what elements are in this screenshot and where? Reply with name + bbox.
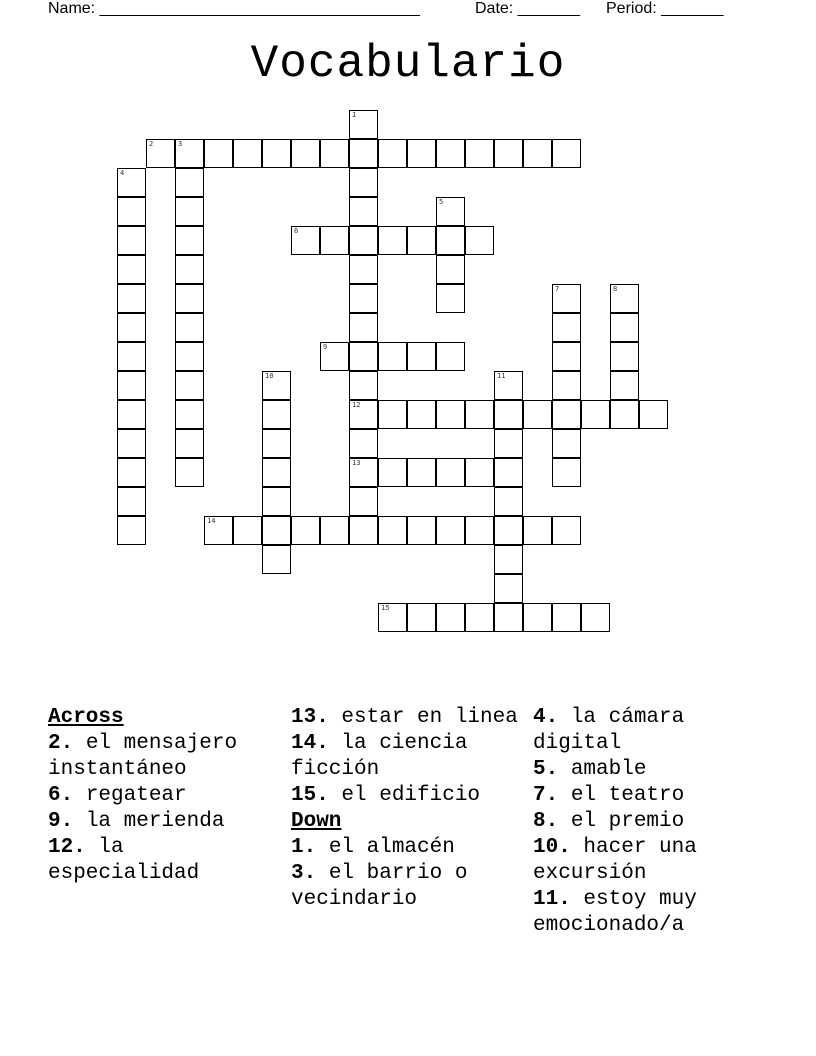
clue-number: 15. (291, 784, 329, 807)
crossword-cell[interactable] (175, 342, 204, 371)
cell-number: 1 (352, 111, 357, 119)
down-clue-8 (533, 809, 773, 835)
crossword-cell[interactable] (407, 603, 436, 632)
clue-text: la merienda (73, 810, 225, 833)
cell-number: 6 (294, 227, 299, 235)
cell-number: 10 (265, 372, 274, 380)
crossword-cell[interactable] (465, 226, 494, 255)
crossword-cell[interactable] (552, 458, 581, 487)
across-clue-14 (291, 731, 527, 783)
crossword-cell[interactable] (407, 342, 436, 371)
crossword-cell[interactable] (378, 516, 407, 545)
clue-number: 10. (533, 836, 571, 859)
crossword-cell[interactable] (552, 371, 581, 400)
crossword-cell[interactable] (262, 516, 291, 545)
clues-column-1 (48, 705, 280, 887)
crossword-cell[interactable] (552, 400, 581, 429)
crossword-cell[interactable] (349, 487, 378, 516)
crossword-cell[interactable] (378, 458, 407, 487)
clues-column-2 (291, 705, 527, 913)
crossword-cell[interactable] (639, 400, 668, 429)
crossword-cell[interactable] (407, 458, 436, 487)
clue-text: el teatro (558, 784, 685, 807)
clue-number: 5. (533, 758, 559, 781)
across-clue-15 (291, 783, 527, 809)
crossword-cell[interactable] (291, 516, 320, 545)
crossword-cell[interactable] (349, 458, 378, 487)
crossword-cell[interactable] (552, 603, 581, 632)
clue-text: el premio (558, 810, 685, 833)
crossword-cell[interactable] (610, 371, 639, 400)
across-clue-6 (48, 783, 280, 809)
crossword-cell[interactable] (494, 371, 523, 400)
down-clue-11 (533, 887, 773, 939)
cell-number: 12 (352, 401, 361, 409)
cell-number: 5 (439, 198, 444, 206)
crossword-cell[interactable] (349, 284, 378, 313)
crossword-cell[interactable] (204, 516, 233, 545)
down-clue-1 (291, 835, 527, 861)
crossword-cell[interactable] (436, 516, 465, 545)
cell-number: 15 (381, 604, 390, 612)
crossword-cell[interactable] (175, 371, 204, 400)
crossword-cell[interactable] (581, 400, 610, 429)
clue-number: 8. (533, 810, 559, 833)
crossword-cell[interactable] (320, 139, 349, 168)
crossword-cell[interactable] (465, 516, 494, 545)
crossword-cell[interactable] (436, 197, 465, 226)
down-clue-7 (533, 783, 773, 809)
crossword-cell[interactable] (117, 226, 146, 255)
crossword-cell[interactable] (465, 139, 494, 168)
name-field-label: Name: ____________________________________ (48, 0, 420, 17)
clue-text: el almacén (316, 836, 455, 859)
across-clue-2 (48, 731, 280, 783)
crossword-cell[interactable] (494, 429, 523, 458)
crossword-cell[interactable] (378, 139, 407, 168)
crossword-cell[interactable] (610, 284, 639, 313)
crossword-cell[interactable] (146, 139, 175, 168)
crossword-cell[interactable] (175, 313, 204, 342)
clue-text: estoy muy emocionado/a (533, 888, 697, 937)
clues-column-3 (533, 705, 773, 939)
down-clue-5 (533, 757, 773, 783)
clue-text: estar en linea (328, 706, 518, 729)
clue-number: 1. (291, 836, 317, 859)
crossword-cell[interactable] (436, 284, 465, 313)
crossword-cell[interactable] (262, 487, 291, 516)
crossword-cell[interactable] (523, 603, 552, 632)
clue-text: la cámara digital (533, 706, 685, 755)
cell-number: 7 (555, 285, 560, 293)
crossword-cell[interactable] (407, 226, 436, 255)
clue-text: amable (558, 758, 647, 781)
crossword-cell[interactable] (378, 400, 407, 429)
crossword-cell[interactable] (523, 516, 552, 545)
clue-text: hacer una excursión (533, 836, 697, 885)
crossword-cell[interactable] (349, 110, 378, 139)
crossword-cell[interactable] (378, 226, 407, 255)
crossword-cell[interactable] (262, 458, 291, 487)
period-field-label: Period: _______ (606, 0, 724, 17)
crossword-cell[interactable] (175, 458, 204, 487)
page-title: Vocabulario (250, 38, 566, 90)
crossword-cell[interactable] (117, 284, 146, 313)
crossword-cell[interactable] (494, 139, 523, 168)
crossword-cell[interactable] (494, 400, 523, 429)
crossword-cell[interactable] (320, 516, 349, 545)
crossword-cell[interactable] (175, 197, 204, 226)
crossword-cell[interactable] (436, 255, 465, 284)
down-clue-3 (291, 861, 527, 913)
crossword-cell[interactable] (291, 139, 320, 168)
crossword-cell[interactable] (349, 139, 378, 168)
crossword-cell[interactable] (349, 429, 378, 458)
crossword-cell[interactable] (117, 255, 146, 284)
clue-text: la ciencia ficción (291, 732, 468, 781)
cell-number: 8 (613, 285, 618, 293)
crossword-cell[interactable] (117, 313, 146, 342)
clue-text: el edificio (328, 784, 481, 807)
crossword-cell[interactable] (262, 545, 291, 574)
crossword-cell[interactable] (436, 458, 465, 487)
crossword-cell[interactable] (320, 342, 349, 371)
down-heading: Down (291, 810, 342, 833)
crossword-cell[interactable] (349, 197, 378, 226)
clue-number: 7. (533, 784, 559, 807)
down-clue-4 (533, 705, 773, 757)
across-heading: Across (48, 706, 124, 729)
crossword-cell[interactable] (117, 458, 146, 487)
clue-text: el barrio o vecindario (291, 862, 468, 911)
crossword-cell[interactable] (320, 226, 349, 255)
crossword-cell[interactable] (436, 603, 465, 632)
crossword-cell[interactable] (175, 429, 204, 458)
crossword-cell[interactable] (349, 313, 378, 342)
crossword-cell[interactable] (117, 429, 146, 458)
crossword-cell[interactable] (552, 313, 581, 342)
crossword-cell[interactable] (494, 458, 523, 487)
across-clue-13 (291, 705, 527, 731)
crossword-cell[interactable] (494, 516, 523, 545)
crossword-cell[interactable] (494, 545, 523, 574)
crossword-cell[interactable] (494, 574, 523, 603)
crossword-cell[interactable] (262, 400, 291, 429)
crossword-cell[interactable] (552, 516, 581, 545)
crossword-cell[interactable] (349, 516, 378, 545)
crossword-cell[interactable] (436, 342, 465, 371)
crossword-cell[interactable] (117, 371, 146, 400)
cell-number: 11 (497, 372, 506, 380)
crossword-cell[interactable] (378, 603, 407, 632)
crossword-cell[interactable] (523, 139, 552, 168)
crossword-cell[interactable] (175, 226, 204, 255)
clue-text: el mensajero instantáneo (48, 732, 238, 781)
crossword-cell[interactable] (233, 139, 262, 168)
clue-number: 11. (533, 888, 571, 911)
crossword-cell[interactable] (175, 139, 204, 168)
crossword-cell[interactable] (552, 342, 581, 371)
crossword-cell[interactable] (465, 400, 494, 429)
clue-number: 6. (48, 784, 74, 807)
cell-number: 4 (120, 169, 125, 177)
crossword-cell[interactable] (610, 400, 639, 429)
clue-text: regatear (73, 784, 187, 807)
crossword-cell[interactable] (465, 458, 494, 487)
crossword-cell[interactable] (175, 168, 204, 197)
crossword-cell[interactable] (407, 139, 436, 168)
crossword-cell[interactable] (349, 400, 378, 429)
crossword-cell[interactable] (175, 255, 204, 284)
crossword-cell[interactable] (175, 284, 204, 313)
clue-number: 12. (48, 836, 86, 859)
across-clue-9 (48, 809, 280, 835)
crossword-cell[interactable] (494, 487, 523, 516)
crossword-cell[interactable] (117, 400, 146, 429)
clue-number: 2. (48, 732, 74, 755)
crossword-cell[interactable] (552, 284, 581, 313)
crossword-cell[interactable] (465, 603, 494, 632)
clue-number: 9. (48, 810, 74, 833)
cell-number: 9 (323, 343, 328, 351)
crossword-cell[interactable] (523, 400, 552, 429)
clue-text: la especialidad (48, 836, 200, 885)
cell-number: 3 (178, 140, 183, 148)
crossword-cell[interactable] (349, 168, 378, 197)
crossword-cell[interactable] (262, 139, 291, 168)
crossword-cell[interactable] (552, 139, 581, 168)
clue-number: 14. (291, 732, 329, 755)
clue-number: 13. (291, 706, 329, 729)
crossword-cell[interactable] (349, 226, 378, 255)
crossword-cell[interactable] (610, 342, 639, 371)
clue-number: 3. (291, 862, 317, 885)
crossword-cell[interactable] (117, 342, 146, 371)
crossword-cell[interactable] (407, 400, 436, 429)
crossword-cell[interactable] (117, 516, 146, 545)
crossword-cell[interactable] (291, 226, 320, 255)
crossword-cell[interactable] (552, 429, 581, 458)
crossword-cell[interactable] (117, 197, 146, 226)
date-field-label: Date: _______ (475, 0, 580, 17)
crossword-cell[interactable] (581, 603, 610, 632)
crossword-cell[interactable] (349, 371, 378, 400)
cell-number: 2 (149, 140, 154, 148)
clue-number: 4. (533, 706, 559, 729)
cell-number: 13 (352, 459, 361, 467)
crossword-cell[interactable] (378, 342, 407, 371)
crossword-cell[interactable] (349, 255, 378, 284)
crossword-cell[interactable] (436, 139, 465, 168)
crossword-cell[interactable] (436, 226, 465, 255)
crossword-cell[interactable] (204, 139, 233, 168)
crossword-cell[interactable] (349, 342, 378, 371)
crossword-cell[interactable] (262, 429, 291, 458)
crossword-cell[interactable] (175, 400, 204, 429)
crossword-cell[interactable] (610, 313, 639, 342)
crossword-cell[interactable] (262, 371, 291, 400)
cell-number: 14 (207, 517, 216, 525)
crossword-cell[interactable] (233, 516, 262, 545)
across-clue-12 (48, 835, 280, 887)
crossword-cell[interactable] (407, 516, 436, 545)
crossword-cell[interactable] (436, 400, 465, 429)
down-clue-10 (533, 835, 773, 887)
crossword-cell[interactable] (117, 487, 146, 516)
crossword-cell[interactable] (117, 168, 146, 197)
crossword-cell[interactable] (494, 603, 523, 632)
